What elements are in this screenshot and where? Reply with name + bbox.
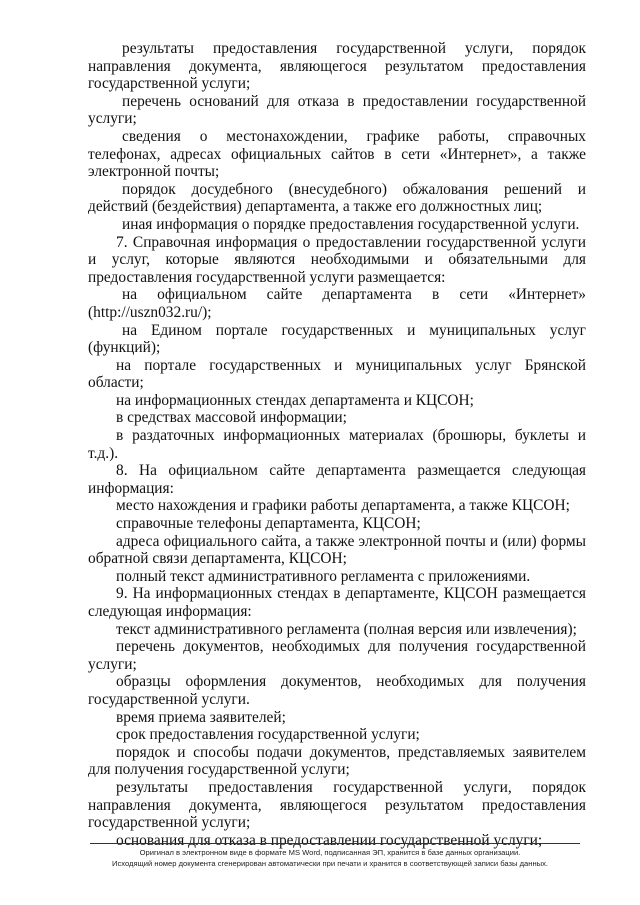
paragraph: иная информация о порядке предоставления государственной услуги. — [122, 215, 580, 233]
paragraph: порядок досудебного (внесудебного) обжалования решений и действий (бездействия) департамента, а также его должностных лиц; — [88, 180, 586, 216]
footer-note-outgoing-number: Исходящий номер документа сгенерирован автоматически при печати и хранится в соответствующей записи базы данных. — [111, 859, 548, 868]
paragraph: основания для отказа в предоставлении государственной услуги; — [116, 831, 543, 849]
paragraph: образцы оформления документов, необходимых для получения государственной услуги. — [88, 673, 586, 708]
paragraph: на информационных стендах департамента и КЦСОН; — [116, 391, 474, 409]
paragraph-item-8: 8. На официальном сайте департамента размещается следующая информация: — [88, 462, 586, 497]
paragraph: на Едином портале государственных и муниципальных услуг (функций); — [88, 321, 586, 357]
paragraph: в раздаточных информационных материалах (брошюры, буклеты и т.д.). — [88, 427, 586, 462]
footer-note-original: Оригинал в электронном виде в формате MS Word, подписанная ЭП, хранится в базе данных организации. — [139, 848, 521, 857]
paragraph: сведения о местонахождении, графике работы, справочных телефонах, адресах официальных сайтов в сети «Интернет», а также электронной почты; — [88, 127, 586, 181]
paragraph-item-9: 9. На информационных стендах в департаменте, КЦСОН размещается следующая информация: — [88, 585, 586, 620]
paragraph: на портале государственных и муниципальных услуг Брянской области; — [88, 356, 586, 392]
footer-divider — [90, 843, 580, 844]
paragraph: адреса официального сайта, а также электронной почты и (или) формы обратной связи департамента, КЦСОН; — [88, 532, 586, 568]
paragraph: полный текст административного регламента с приложениями. — [116, 567, 531, 585]
paragraph-item-7: 7. Справочная информация о предоставлении государственной услуги и услуг, которые являются необходимыми и обязательными для предоставления государственной услуги размещается: — [88, 233, 586, 286]
paragraph: текст административного регламента (полная версия или извлечения); — [116, 620, 577, 638]
paragraph: перечень документов, необходимых для получения государственной услуги; — [88, 638, 586, 673]
paragraph: результаты предоставления государственной услуги, порядок направления документа, являющегося результатом предоставления государственной услуги; — [88, 40, 586, 93]
paragraph: место нахождения и графики работы департамента, а также КЦСОН; — [116, 497, 570, 515]
paragraph: в средствах массовой информации; — [116, 409, 347, 427]
paragraph: результаты предоставления государственной услуги, порядок направления документа, являющегося результатом предоставления государственной услуги; — [88, 778, 586, 832]
document-body — [88, 40, 586, 849]
paragraph: справочные телефоны департамента, КЦСОН; — [116, 515, 421, 533]
paragraph: время приема заявителей; — [116, 708, 286, 726]
paragraph: срок предоставления государственной услуги; — [116, 726, 420, 744]
paragraph: перечень оснований для отказа в предоставлении государственной услуги; — [88, 92, 586, 128]
paragraph: на официальном сайте департамента в сети «Интернет» (http://uszn032.ru/); — [88, 286, 586, 321]
paragraph: порядок и способы подачи документов, представляемых заявителем для получения государственной услуги; — [88, 743, 586, 779]
